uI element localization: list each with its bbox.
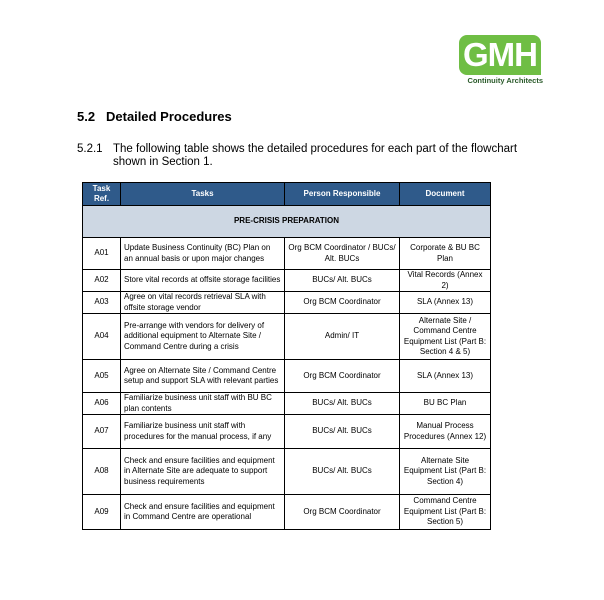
cell-person-responsible: BUCs/ Alt. BUCs: [285, 415, 400, 449]
cell-person-responsible: Admin/ IT: [285, 314, 400, 360]
cell-task: Check and ensure facilities and equipment in Alternate Site are adequate to support business requirements: [121, 449, 285, 495]
table-row: [83, 270, 491, 292]
cell-person-responsible: Org BCM Coordinator: [285, 495, 400, 530]
cell-document: Corporate & BU BC Plan: [400, 238, 491, 270]
section-title: Detailed Procedures: [106, 109, 232, 124]
cell-document: BU BC Plan: [400, 393, 491, 415]
cell-task-ref: A01: [83, 238, 121, 270]
intro-paragraph: [77, 143, 537, 169]
table-row: [83, 449, 491, 495]
cell-document: SLA (Annex 13): [400, 292, 491, 314]
cell-person-responsible: Org BCM Coordinator: [285, 292, 400, 314]
section-heading: [77, 109, 232, 124]
section-number: 5.2: [77, 109, 96, 124]
table-header-row: [83, 183, 491, 206]
cell-task: Familiarize business unit staff with BU BC plan contents: [121, 393, 285, 415]
cell-task: Store vital records at offsite storage facilities: [121, 270, 285, 292]
cell-person-responsible: BUCs/ Alt. BUCs: [285, 393, 400, 415]
header-document: Document: [400, 183, 491, 206]
table-row: [83, 238, 491, 270]
cell-document: Alternate Site / Command Centre Equipment List (Part B: Section 4 & 5): [400, 314, 491, 360]
cell-person-responsible: BUCs/ Alt. BUCs: [285, 270, 400, 292]
cell-task-ref: A06: [83, 393, 121, 415]
table-row: [83, 495, 491, 530]
table-row: [83, 393, 491, 415]
paragraph-text: The following table shows the detailed procedures for each part of the flowchart shown in Section 1.: [113, 143, 518, 168]
cell-task-ref: A04: [83, 314, 121, 360]
table-row: [83, 415, 491, 449]
cell-task: Agree on Alternate Site / Command Centre setup and support SLA with relevant parties: [121, 360, 285, 393]
cell-task: Update Business Continuity (BC) Plan on an annual basis or upon major changes: [121, 238, 285, 270]
cell-document: SLA (Annex 13): [400, 360, 491, 393]
cell-task-ref: A03: [83, 292, 121, 314]
cell-document: Command Centre Equipment List (Part B: Section 5): [400, 495, 491, 530]
cell-person-responsible: Org BCM Coordinator / BUCs/ Alt. BUCs: [285, 238, 400, 270]
header-task-ref: Task Ref.: [83, 183, 121, 206]
cell-document: Alternate Site Equipment List (Part B: Section 4): [400, 449, 491, 495]
cell-document: Manual Process Procedures (Annex 12): [400, 415, 491, 449]
procedures-table: [82, 182, 491, 530]
cell-person-responsible: BUCs/ Alt. BUCs: [285, 449, 400, 495]
cell-task: Check and ensure facilities and equipment in Command Centre are operational: [121, 495, 285, 530]
cell-document: Vital Records (Annex 2): [400, 270, 491, 292]
company-logo: [459, 35, 543, 85]
logo-mark: GMH: [459, 35, 541, 75]
paragraph-number: 5.2.1: [77, 143, 103, 155]
cell-task-ref: A09: [83, 495, 121, 530]
header-tasks: Tasks: [121, 183, 285, 206]
cell-task-ref: A05: [83, 360, 121, 393]
section-row-label: PRE-CRISIS PREPARATION: [83, 206, 491, 238]
logo-subtitle: Continuity Architects: [467, 76, 543, 85]
header-person-responsible: Person Responsible: [285, 183, 400, 206]
cell-task-ref: A07: [83, 415, 121, 449]
cell-task-ref: A02: [83, 270, 121, 292]
section-row: [83, 206, 491, 238]
table-row: [83, 292, 491, 314]
cell-task: Familiarize business unit staff with procedures for the manual process, if any: [121, 415, 285, 449]
cell-task-ref: A08: [83, 449, 121, 495]
table-row: [83, 360, 491, 393]
cell-person-responsible: Org BCM Coordinator: [285, 360, 400, 393]
cell-task: Pre-arrange with vendors for delivery of additional equipment to Alternate Site / Command Centre during a crisis: [121, 314, 285, 360]
table-row: [83, 314, 491, 360]
cell-task: Agree on vital records retrieval SLA with offsite storage vendor: [121, 292, 285, 314]
